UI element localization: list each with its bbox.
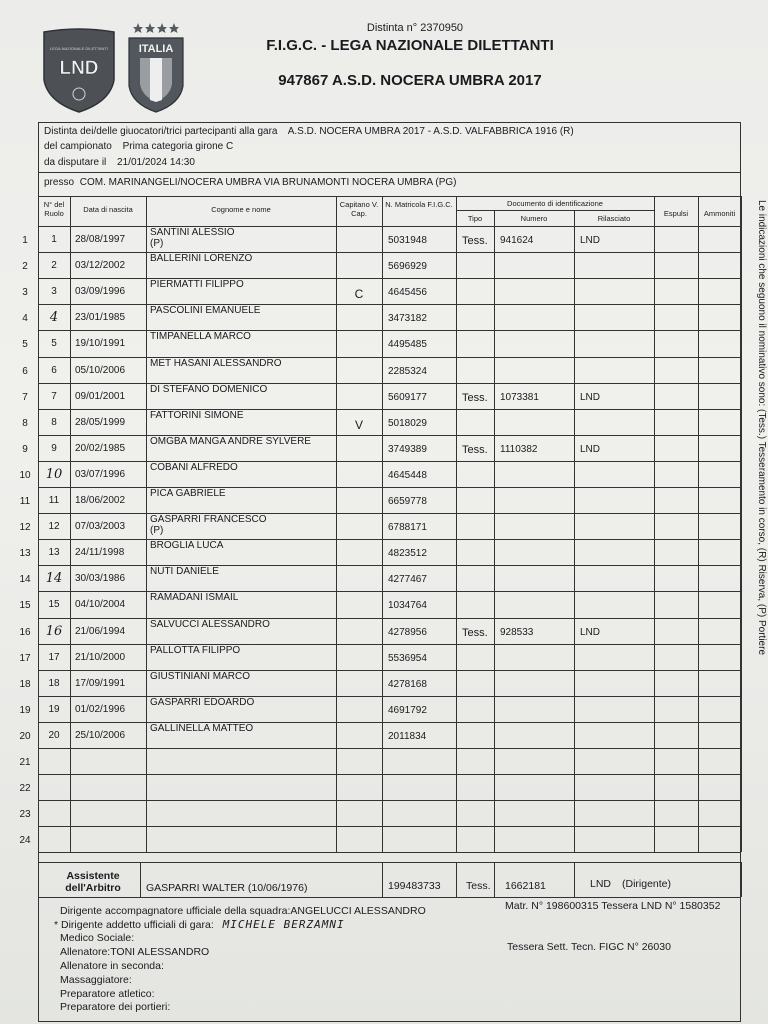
col-numero-header: Numero	[520, 214, 548, 223]
birth-date: 19/10/1991	[75, 338, 126, 350]
player-name: PIERMATTI FILIPPO	[150, 279, 244, 291]
matricola: 5536954	[388, 652, 427, 664]
birth-date: 17/09/1991	[75, 677, 126, 689]
row-number: 9	[22, 443, 28, 455]
col-capitano-header: Capitano V. Cap.	[339, 200, 379, 218]
grid-line	[38, 513, 741, 514]
row-number: 24	[19, 835, 31, 847]
date-value: 21/01/2024 14:30	[117, 157, 195, 168]
grid-line	[494, 210, 495, 852]
dirigente-addetto	[54, 918, 345, 931]
birth-date: 05/10/2006	[75, 364, 126, 376]
row-number: 6	[22, 365, 28, 377]
matricola: 3749389	[388, 443, 427, 455]
grid-line	[38, 461, 741, 462]
col-documento-header: Documento di identificazione	[507, 199, 603, 208]
col-ruolo-header: N° del Ruolo	[43, 200, 65, 218]
player-name: SALVUCCI ALESSANDRO	[150, 618, 270, 630]
birth-date: 07/03/2003	[75, 521, 126, 533]
grid-line	[38, 252, 741, 253]
player-name: GASPARRI FRANCESCO	[150, 514, 267, 526]
doc-issuer: LND	[580, 391, 601, 403]
player-name: COBANI ALFREDO	[150, 461, 238, 473]
championship-label: del campionato	[44, 141, 112, 152]
assistant-numero: 1662181	[505, 880, 546, 892]
row-number: 21	[19, 757, 31, 768]
grid-line	[38, 409, 741, 410]
player-name: TIMPANELLA MARCO	[150, 331, 251, 343]
grid-line	[456, 862, 457, 897]
birth-date: 04/10/2004	[75, 599, 126, 611]
player-name: GALLINELLA MATTEO	[150, 722, 254, 734]
assistant-role: (Dirigente)	[622, 878, 672, 890]
matricola: 4277467	[388, 574, 427, 586]
birth-date: 30/03/1986	[75, 573, 126, 585]
grid-line	[38, 862, 39, 897]
massaggiatore: Massaggiatore:	[60, 974, 132, 986]
assistant-label-2: dell'Arbitro	[65, 882, 121, 894]
doc-number: 1073381	[500, 391, 539, 403]
player-note: (P)	[150, 525, 164, 537]
grid-line	[38, 722, 741, 723]
ruolo-number: 20	[48, 729, 60, 741]
federation-title: F.I.G.C. - LEGA NAZIONALE DILETTANTI	[266, 37, 554, 54]
dirigente-accompagnatore: Dirigente accompagnatore ufficiale della squadra:ANGELUCCI ALESSANDRO	[60, 905, 426, 917]
grid-line	[146, 196, 147, 852]
player-name: RAMADANI ISMAIL	[150, 592, 239, 604]
ruolo-number: 3	[51, 286, 57, 298]
ruolo-number: 1	[51, 234, 57, 245]
doc-type: Tess.	[462, 391, 488, 404]
doc-number: 941624	[500, 235, 534, 246]
player-name: MET HASANI ALESSANDRO	[150, 357, 282, 369]
venue-line	[44, 177, 457, 188]
col-nome-header: Cognome e nome	[211, 205, 271, 214]
col-tipo-header: Tipo	[467, 214, 483, 223]
allenatore-seconda: Allenatore in seconda:	[60, 960, 164, 972]
grid-line	[70, 196, 71, 852]
birth-date: 21/06/1994	[75, 625, 126, 637]
row-number: 3	[22, 287, 28, 299]
svg-text:LEGA NAZIONALE DILETTANTI: LEGA NAZIONALE DILETTANTI	[50, 46, 108, 51]
ruolo-number: 2	[51, 260, 57, 272]
matricola: 4495485	[388, 339, 427, 351]
doc-type: Tess.	[462, 443, 488, 456]
grid-line	[741, 862, 742, 897]
grid-line	[38, 826, 741, 827]
italia-logo-text: ITALIA	[138, 43, 174, 55]
assistant-matricola: 199483733	[388, 880, 441, 892]
grid-line	[38, 357, 741, 358]
birth-date: 20/02/1985	[75, 442, 126, 454]
row-number: 8	[22, 417, 28, 429]
matricola: 4691792	[388, 704, 427, 716]
intro-label: Distinta dei/delle giuocatori/trici partecipanti alla gara	[44, 126, 278, 137]
player-name: GIUSTINIANI MARCO	[150, 670, 251, 682]
row-number: 2	[22, 261, 28, 273]
allenatore-info: Tessera Sett. Tecn. FIGC N° 26030	[507, 941, 671, 953]
grid-line	[382, 196, 383, 852]
col-ammoniti-header: Ammoniti	[703, 209, 736, 218]
matricola: 1034764	[388, 600, 427, 612]
matricola: 4278956	[388, 626, 427, 638]
grid-line	[38, 670, 741, 671]
grid-line	[494, 862, 495, 897]
allenatore: Allenatore:TONI ALESSANDRO	[60, 946, 210, 958]
preparatore-portieri: Preparatore dei portieri:	[60, 1001, 171, 1013]
birth-date: 03/12/2002	[75, 260, 126, 272]
grid-line	[574, 210, 575, 852]
col-espulsi-header: Espulsi	[663, 209, 689, 218]
birth-date: 03/09/1996	[75, 286, 126, 298]
doc-number: 928533	[500, 626, 534, 638]
ruolo-number: 16	[45, 623, 63, 639]
side-legend-note: Le indicazioni che seguono il nominativo sono: (Tess.) Tesseramento in corso, (R) Riserva, (P) Portiere	[756, 200, 767, 656]
ruolo-number: 14	[45, 571, 63, 587]
ruolo-number: 6	[51, 364, 57, 376]
assistant-name: GASPARRI WALTER (10/06/1976)	[146, 882, 308, 894]
grid-line	[654, 196, 655, 852]
grid-line	[38, 278, 741, 279]
ruolo-number: 18	[48, 677, 60, 689]
row-number: 11	[19, 496, 31, 507]
grid-line	[456, 196, 457, 852]
row-number: 18	[19, 678, 31, 690]
ruolo-number: 10	[45, 466, 63, 482]
doc-type: Tess.	[462, 235, 488, 247]
assistant-rilasciato: LND	[590, 878, 612, 890]
grid-line	[38, 304, 741, 305]
venue-value: COM. MARINANGELI/NOCERA UMBRA VIA BRUNAMONTI NOCERA UMBRA (PG)	[79, 177, 457, 188]
doc-type: Tess.	[462, 626, 488, 639]
player-name: DI STEFANO DOMENICO	[150, 383, 268, 395]
grid-line	[456, 210, 654, 211]
captain-mark: C	[354, 287, 364, 302]
row-number: 12	[19, 522, 31, 534]
birth-date: 28/05/1999	[75, 416, 126, 428]
championship-line	[44, 141, 233, 152]
player-name: PICA GABRIELE	[150, 488, 226, 499]
ruolo-number: 11	[48, 495, 60, 506]
grid-line	[38, 226, 741, 227]
ruolo-number: 15	[48, 599, 60, 611]
ruolo-number: 12	[48, 521, 60, 533]
grid-line	[38, 618, 741, 619]
player-note: (P)	[150, 238, 164, 249]
matricola: 2285324	[388, 365, 427, 377]
matricola: 5018029	[388, 417, 427, 429]
col-rilasciato-header: Rilasciato	[597, 214, 631, 223]
ruolo-number: 4	[49, 310, 59, 326]
matricola: 4645448	[388, 469, 427, 481]
birth-date: 21/10/2000	[75, 651, 126, 663]
ruolo-number: 9	[51, 442, 57, 454]
grid-line	[38, 897, 741, 898]
ruolo-number: 19	[48, 703, 60, 715]
row-number: 5	[22, 339, 28, 351]
doc-issuer: LND	[580, 235, 601, 246]
row-number: 23	[19, 809, 31, 821]
assistant-label	[58, 870, 128, 894]
ruolo-number: 8	[51, 416, 57, 428]
row-number: 10	[19, 469, 31, 481]
row-number: 16	[19, 626, 31, 638]
matricola: 4278168	[388, 678, 427, 690]
birth-date: 25/10/2006	[75, 729, 126, 741]
birth-date: 23/01/1985	[75, 312, 126, 324]
col-nascita-header: Data di nascita	[83, 205, 133, 214]
doc-issuer: LND	[580, 626, 601, 638]
grid-line	[38, 748, 741, 749]
doc-issuer: LND	[580, 443, 601, 455]
assistant-tipo: Tess.	[466, 880, 491, 892]
club-title: 947867 A.S.D. NOCERA UMBRA 2017	[278, 72, 542, 89]
player-name: SANTINI ALESSIO	[150, 227, 235, 238]
date-label: da disputare il	[44, 157, 107, 168]
player-name: OMGBA MANGA ANDRE SYLVERE	[150, 435, 311, 447]
ruolo-number: 5	[51, 338, 57, 350]
player-name: PALLOTTA FILIPPO	[150, 644, 241, 656]
row-number: 15	[19, 600, 31, 612]
player-name: FATTORINI SIMONE	[150, 409, 244, 421]
grid-line	[38, 565, 741, 566]
matricola: 3473182	[388, 313, 427, 325]
grid-line	[38, 591, 741, 592]
player-name: GASPARRI EDOARDO	[150, 696, 255, 708]
addetto-handwritten-name: MICHELE BERZAMNI	[222, 918, 345, 931]
grid-line	[38, 330, 741, 331]
matricola: 5696929	[388, 261, 427, 273]
grid-line	[140, 862, 141, 897]
grid-line	[38, 644, 741, 645]
row-number: 20	[19, 730, 31, 742]
venue-label: presso	[44, 177, 75, 188]
matricola: 5609177	[388, 391, 427, 403]
player-name: NUTI DANIELE	[150, 566, 219, 578]
dirigente-info: Matr. N° 198600315 Tessera LND N° 1580352	[505, 900, 721, 912]
matricola: 5031948	[388, 235, 427, 246]
birth-date: 24/11/1998	[75, 547, 125, 559]
ruolo-number: 7	[51, 390, 57, 402]
grid-line	[38, 487, 741, 488]
row-number: 13	[19, 548, 31, 560]
row-number: 7	[22, 391, 28, 403]
row-number: 19	[19, 704, 31, 716]
lnd-logo-text: LND	[59, 58, 99, 79]
preparatore-atletico: Preparatore atletico:	[60, 988, 155, 1000]
grid-line	[38, 539, 741, 540]
row-number: 1	[22, 235, 28, 246]
row-number: 22	[19, 783, 31, 795]
matricola: 2011834	[388, 730, 427, 742]
grid-line	[38, 696, 741, 697]
grid-line	[741, 196, 742, 852]
date-line	[44, 157, 195, 168]
birth-date: 03/07/1996	[75, 468, 126, 480]
match-teams: A.S.D. NOCERA UMBRA 2017 - A.S.D. VALFABBRICA 1916 (R)	[287, 126, 574, 137]
ruolo-number: 13	[48, 547, 60, 559]
captain-mark: V	[354, 417, 363, 432]
match-teams-line	[44, 126, 574, 137]
grid-line	[38, 383, 741, 384]
addetto-label: * Dirigente addetto ufficiali di gara:	[54, 919, 214, 931]
figc-italia-logo	[126, 20, 186, 114]
row-number: 14	[19, 574, 31, 586]
matricola: 6659778	[388, 496, 427, 507]
distinta-number: Distinta n° 2370950	[366, 22, 464, 34]
row-number: 4	[22, 313, 28, 325]
doc-number: 1110382	[500, 443, 538, 455]
matricola: 4823512	[388, 548, 427, 560]
grid-line	[38, 435, 741, 436]
grid-line	[382, 862, 383, 897]
birth-date: 09/01/2001	[75, 390, 126, 402]
assistant-label-1: Assistente	[66, 870, 120, 882]
grid-line	[38, 800, 741, 801]
birth-date: 18/06/2002	[75, 495, 126, 506]
medico-sociale: Medico Sociale:	[60, 932, 135, 944]
ruolo-number: 17	[48, 651, 60, 663]
grid-line	[574, 862, 575, 897]
grid-line	[38, 852, 741, 853]
col-matricola-header: N. Matricola F.I.G.C.	[385, 200, 453, 209]
player-name: BALLERINI LORENZO	[150, 253, 253, 265]
championship-value: Prima categoria girone C	[122, 141, 234, 152]
player-name: PASCOLINI EMANUELE	[150, 305, 261, 317]
row-number: 17	[19, 652, 31, 664]
grid-line	[38, 862, 741, 863]
lnd-logo	[42, 28, 116, 114]
player-name: BROGLIA LUCA	[150, 540, 224, 552]
matricola: 4645456	[388, 287, 427, 299]
grid-line	[38, 196, 741, 197]
grid-line	[698, 196, 699, 852]
birth-date: 28/08/1997	[75, 234, 126, 245]
grid-line	[38, 774, 741, 775]
matricola: 6788171	[388, 522, 427, 534]
birth-date: 01/02/1996	[75, 703, 126, 715]
